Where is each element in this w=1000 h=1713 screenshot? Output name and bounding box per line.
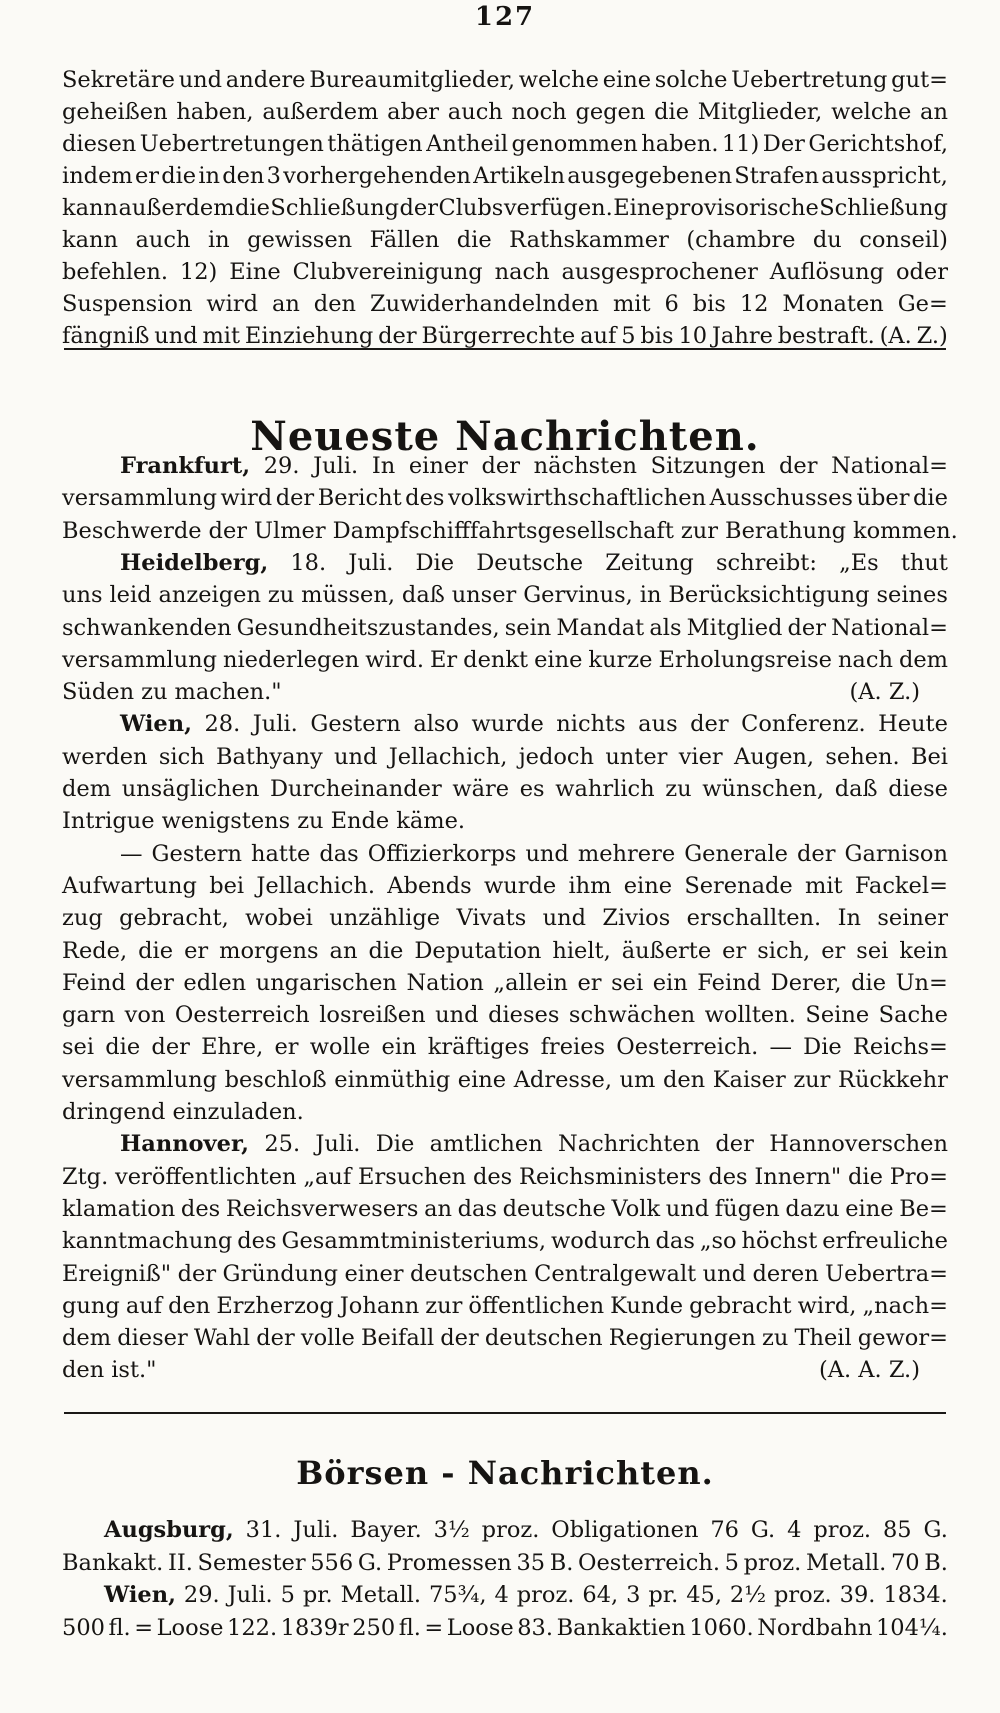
text-line: werden sich Bathyany und Jellachich, jedoch unter vier Augen, sehen. Bei [62,743,948,770]
text-line: indem er die in den 3 vorhergehenden Artikeln ausgegebenen Strafen ausspricht, [62,163,948,189]
text-line: klamation des Reichsverwesers an das deutsche Volk und fügen dazu eine Be= [62,1195,948,1222]
text-line: Rede, die er morgens an die Deputation hielt, äußerte er sich, er sei kein [62,937,948,964]
text-line: versammlung wird der Bericht des volkswirthschaftlichen Ausschusses über die [62,485,948,512]
text-line: Intrigue wenigstens zu Ende käme. [62,808,466,835]
text-line: garn von Oesterreich losreißen und dieses schwächen wollten. Seine Sache [62,1002,948,1029]
text-line: dem unsäglichen Durcheinander wäre es wahrlich zu wünschen, daß diese [62,776,948,802]
text-line: versammlung niederlegen wird. Er denkt eine kurze Erholungsreise nach dem [62,646,948,673]
text-line: Ereigniß" der Gründung einer deutschen Centralgewalt und deren Uebertra= [62,1260,948,1287]
text-line: schwankenden Gesundheitszustandes, sein Mandat als Mitglied der National= [62,614,948,641]
text-line: Suspension wird an den Zuwiderhandelnden mit 6 bis 12 Monaten Ge= [62,291,948,317]
text-line: Sekretäre und andere Bureaumitglieder, welche eine solche Uebertretung gut= [62,67,948,93]
text-line: zug gebracht, wobei unzählige Vivats und Zivios erschallten. In seiner [62,905,948,932]
text-line: den ist." (A. A. Z.) [62,1357,920,1384]
text-line: Ztg. veröffentlichten „auf Ersuchen des Reichsministers des Innern" die Pro= [62,1163,948,1190]
text-line: geheißen haben, außerdem aber auch noch gegen die Mitglieder, welche an [62,99,948,125]
text-line: kann außerdem die Schließung der Clubs verfügen. Eine provisorische Schließung [62,195,948,221]
page-number: 127 [474,2,536,32]
section-divider-top [64,348,946,350]
text-line: Heidelberg, 18. Juli. Die Deutsche Zeitung schreibt: „Es thut [120,549,948,576]
text-line: Hannover, 25. Juli. Die amtlichen Nachrichten der Hannoverschen [120,1131,948,1158]
text-line: versammlung beschloß einmüthig eine Adresse, um den Kaiser zur Rückkehr [62,1066,948,1093]
text-line: uns leid anzeigen zu müssen, daß unser Gervinus, in Berücksichtigung seines [62,582,948,609]
text-line: dem dieser Wahl der volle Beifall der deutschen Regierungen zu Theil gewor= [62,1325,948,1352]
text-line: sei die der Ehre, er wolle ein kräftiges freies Oesterreich. — Die Reichs= [62,1034,948,1061]
text-line: Wien, 28. Juli. Gestern also wurde nichts aus der Conferenz. Heute [120,711,948,738]
text-line: befehlen. 12) Eine Clubvereinigung nach ausgesprochener Auflösung oder [62,259,948,285]
text-line: Frankfurt, 29. Juli. In einer der nächsten Sitzungen der National= [120,453,948,479]
section-divider-bottom [64,1412,946,1414]
text-line: Süden zu machen." (A. Z.) [62,679,920,706]
boerse-heading: Börsen - Nachrichten. [296,1454,714,1492]
newspaper-page [62,0,958,1713]
text-line: Bankakt. II. Semester 556 G. Promessen 35 B. Oesterreich. 5 proz. Metall. 70 B. [62,1549,948,1576]
text-line: dringend einzuladen. [62,1099,304,1125]
text-line: Beschwerde der Ulmer Dampfschifffahrtsgesellschaft zur Berathung kommen. [62,517,958,544]
text-line: — Gestern hatte das Offizierkorps und mehrere Generale der Garnison [120,840,948,867]
text-line: 500 fl. = Loose 122. 1839r 250 fl. = Loose 83. Bankaktien 1060. Nordbahn 104¼. [62,1614,948,1641]
text-line: kann auch in gewissen Fällen die Rathskammer (chambre du conseil) [62,227,948,253]
text-line: Aufwartung bei Jellachich. Abends wurde ihm eine Serenade mit Fackel= [62,872,948,899]
news-heading: Neueste Nachrichten. [250,413,760,460]
text-line: Wien, 29. Juli. 5 pr. Metall. 75¾, 4 proz. 64, 3 pr. 45, 2½ proz. 39. 1834. [104,1582,948,1608]
text-line: gung auf den Erzherzog Johann zur öffentlichen Kunde gebracht wird, „nach= [62,1292,948,1319]
text-line: fängniß und mit Einziehung der Bürgerrechte auf 5 bis 10 Jahre bestraft. (A. Z.) [62,323,948,349]
text-line: kanntmachung des Gesammtministeriums, wodurch das „so höchst erfreuliche [62,1228,948,1255]
text-line: diesen Uebertretungen thätigen Antheil genommen haben. 11) Der Gerichtshof, [62,131,948,157]
text-line: Augsburg, 31. Juli. Bayer. 3½ proz. Obligationen 76 G. 4 proz. 85 G. [104,1517,948,1543]
text-line: Feind der edlen ungarischen Nation „allein er sei ein Feind Derer, die Un= [62,969,948,996]
